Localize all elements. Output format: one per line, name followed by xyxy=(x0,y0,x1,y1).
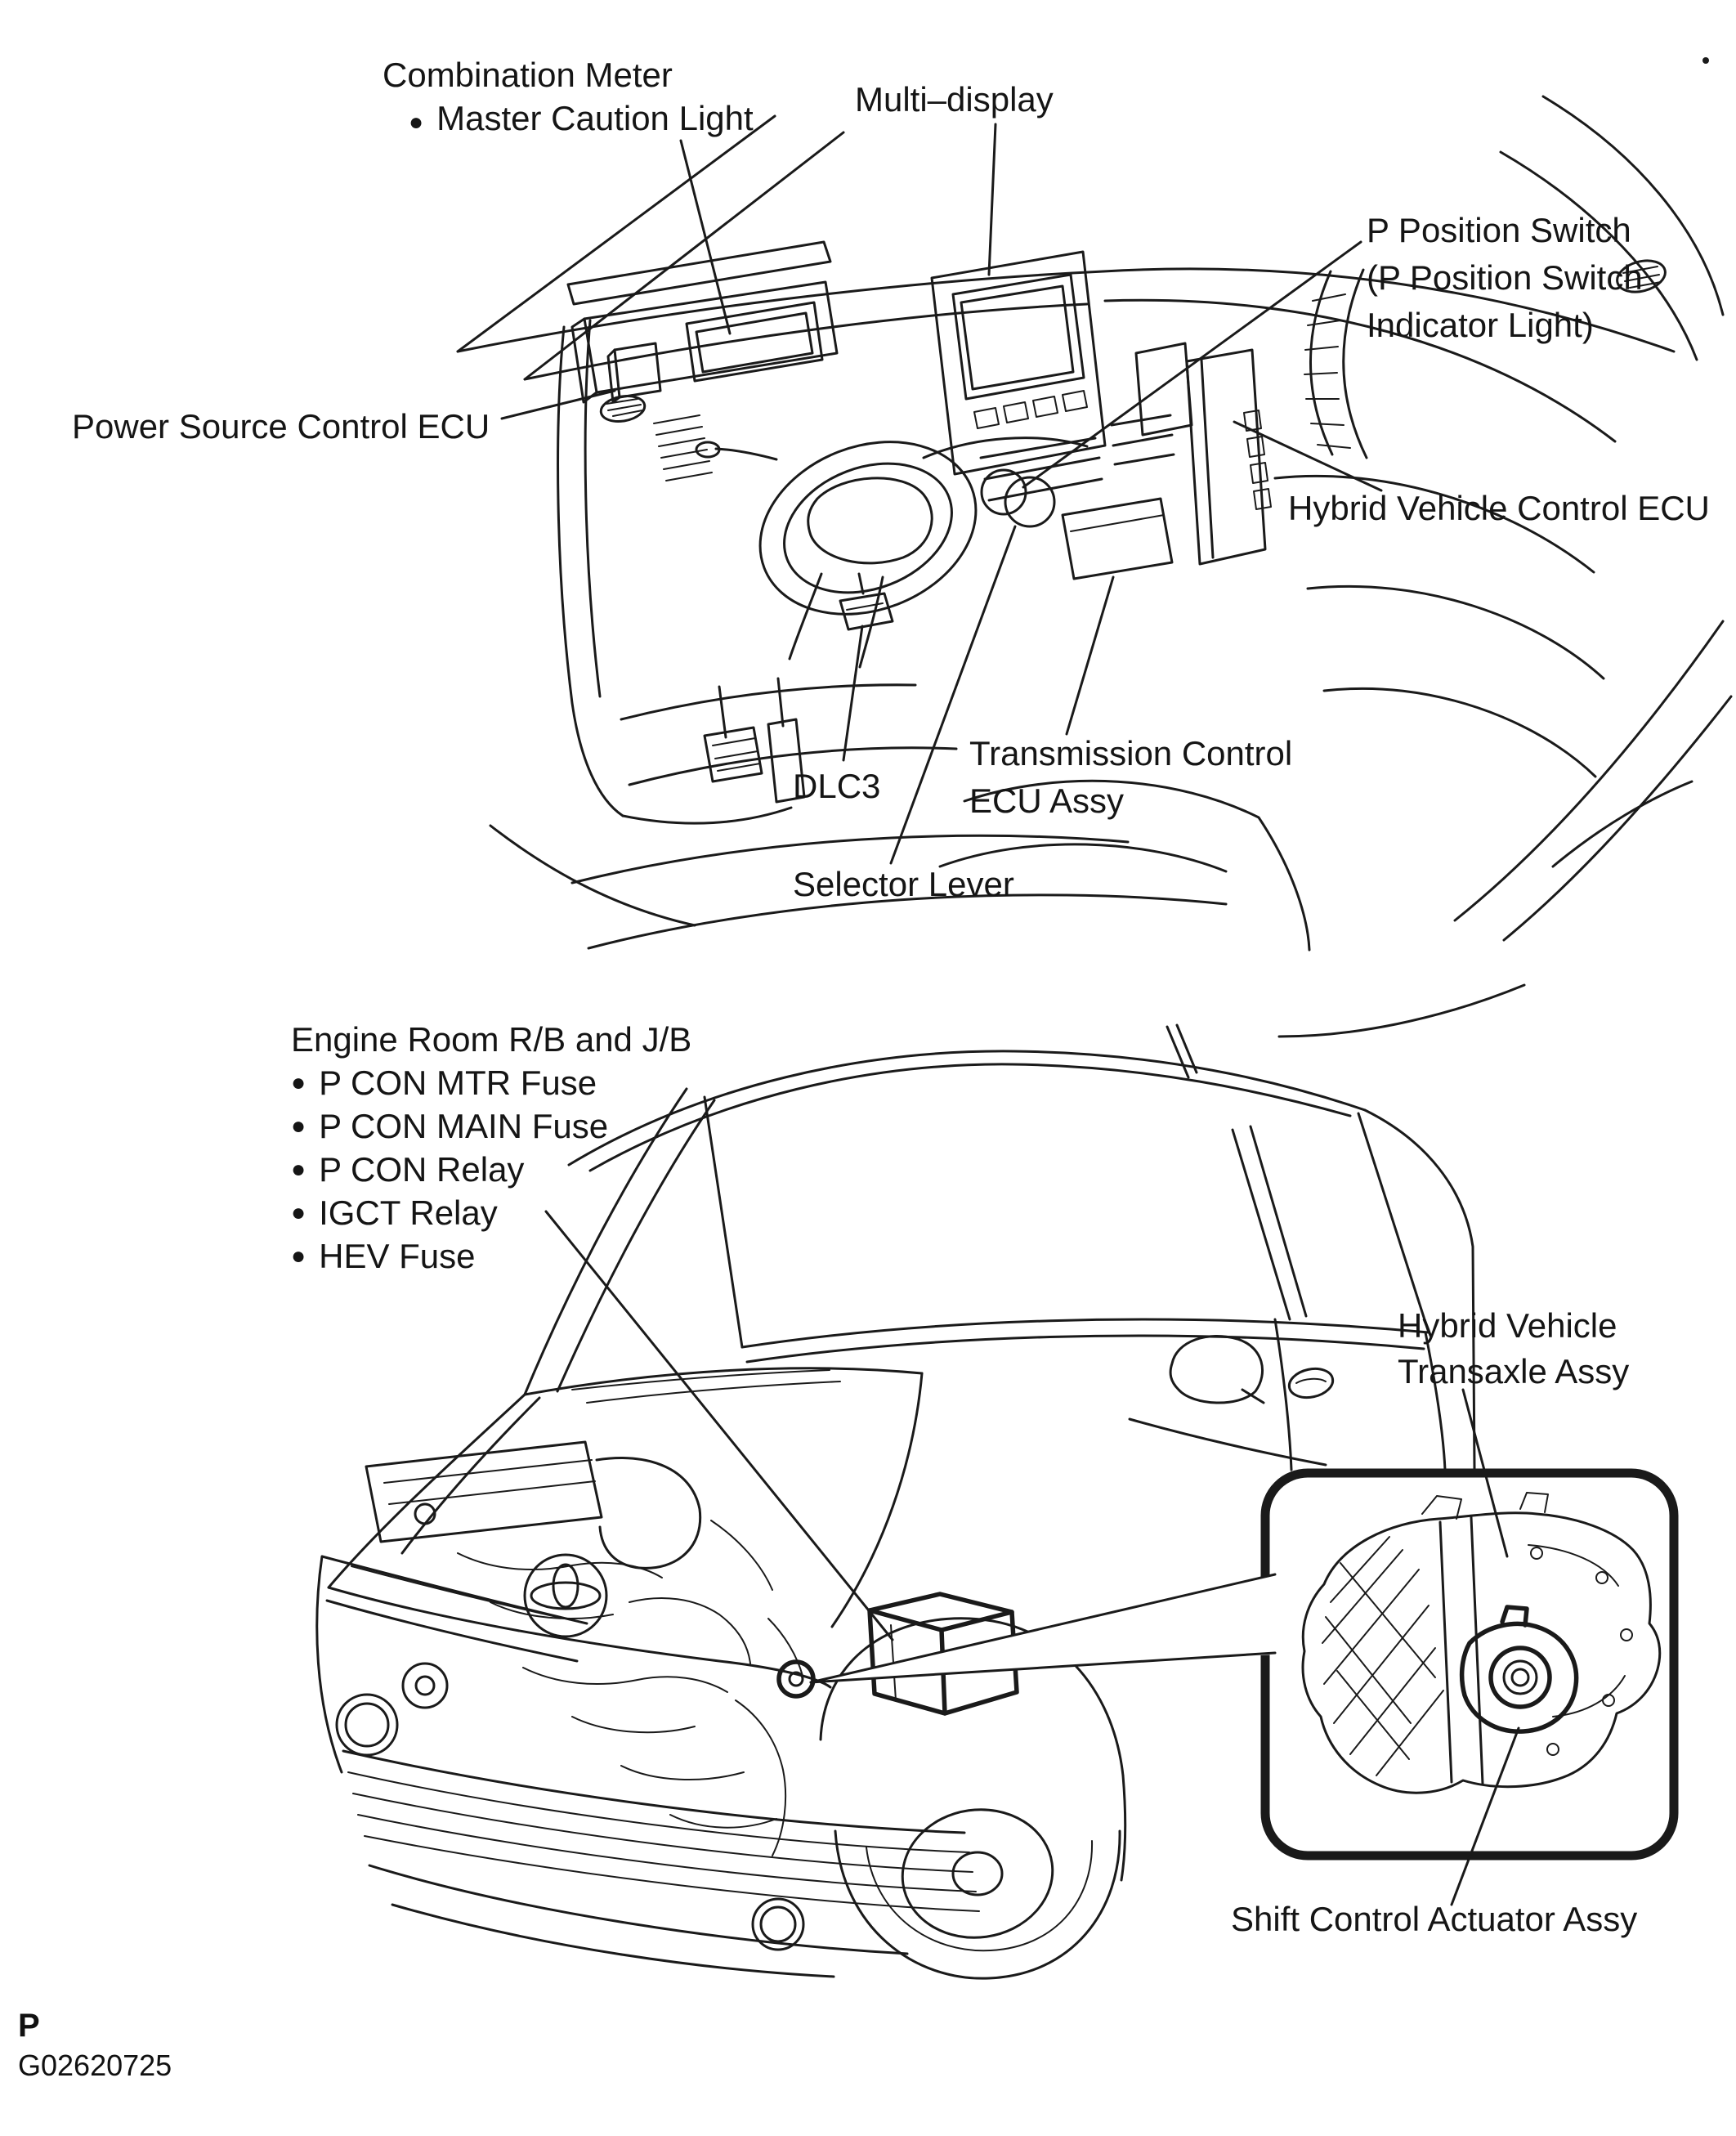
engine-room-item-text: P CON Relay xyxy=(319,1149,525,1189)
transmission-line-1: Transmission Control xyxy=(969,734,1293,772)
p-position-line-2: (P Position Switch xyxy=(1367,258,1643,297)
inset-callout-wedge xyxy=(811,1574,1275,1682)
transmission-line-2: ECU Assy xyxy=(969,781,1125,820)
label-engine-room-block xyxy=(291,1019,691,1278)
transaxle-inset xyxy=(811,1473,1674,1856)
label-hybrid-vehicle-transaxle xyxy=(1398,1305,1629,1396)
master-caution-text: Master Caution Light xyxy=(436,98,754,137)
combination-meter-text: Combination Meter xyxy=(383,56,673,94)
transaxle-line-2: Transaxle Assy xyxy=(1398,1352,1630,1390)
label-combination-meter xyxy=(383,54,754,140)
label-dlc3 xyxy=(793,765,880,808)
engine-room-item xyxy=(291,1149,691,1192)
engine-room-item-text: P CON MAIN Fuse xyxy=(319,1106,609,1145)
engine-room-item xyxy=(291,1192,691,1235)
shift-actuator-text: Shift Control Actuator Assy xyxy=(1231,1900,1638,1938)
dlc3-text: DLC3 xyxy=(793,767,881,805)
p-position-line-3: Indicator Light) xyxy=(1367,306,1594,344)
label-selector-lever xyxy=(793,863,1014,907)
hybrid-ecu-text: Hybrid Vehicle Control ECU xyxy=(1288,489,1710,527)
label-hybrid-vehicle-control-ecu xyxy=(1288,487,1710,531)
bullet-marker: ● xyxy=(291,1156,306,1184)
label-shift-control-actuator xyxy=(1231,1898,1637,1941)
engine-room-item xyxy=(291,1062,691,1105)
instrument-panel-drawing xyxy=(458,57,1731,1037)
bullet-marker: ● xyxy=(291,1069,306,1097)
transmission-ecu-leader xyxy=(1067,577,1113,734)
engine-room-item-text: HEV Fuse xyxy=(319,1236,476,1275)
master-caution-line xyxy=(409,97,754,141)
multi-display-text: Multi–display xyxy=(855,80,1054,119)
label-transmission-control-ecu xyxy=(969,732,1292,827)
figure-code: G02620725 xyxy=(18,2049,172,2082)
bullet-marker: ● xyxy=(291,1243,306,1270)
label-multi-display xyxy=(855,78,1054,122)
dlc3-leader xyxy=(843,626,862,760)
shift-actuator-location-marker xyxy=(779,1662,813,1696)
bullet-marker: ● xyxy=(409,108,424,136)
engine-room-heading: Engine Room R/B and J/B xyxy=(291,1020,692,1059)
engine-room-item xyxy=(291,1235,691,1278)
selector-lever-text: Selector Lever xyxy=(793,865,1014,903)
engine-room-item-text: P CON MTR Fuse xyxy=(319,1063,597,1102)
bullet-marker: ● xyxy=(291,1199,306,1227)
engine-room-item-text: IGCT Relay xyxy=(319,1193,498,1232)
power-source-text: Power Source Control ECU xyxy=(72,407,490,446)
label-power-source-control-ecu xyxy=(72,405,490,449)
bullet-marker: ● xyxy=(291,1113,306,1140)
engine-room-item xyxy=(291,1105,691,1149)
multi-display-leader xyxy=(989,124,996,275)
page-marker: P xyxy=(18,2008,40,2044)
combination-meter-leader xyxy=(681,141,730,334)
p-position-line-1: P Position Switch xyxy=(1367,211,1631,249)
transaxle-line-1: Hybrid Vehicle xyxy=(1398,1306,1617,1345)
label-p-position-switch xyxy=(1367,209,1643,352)
